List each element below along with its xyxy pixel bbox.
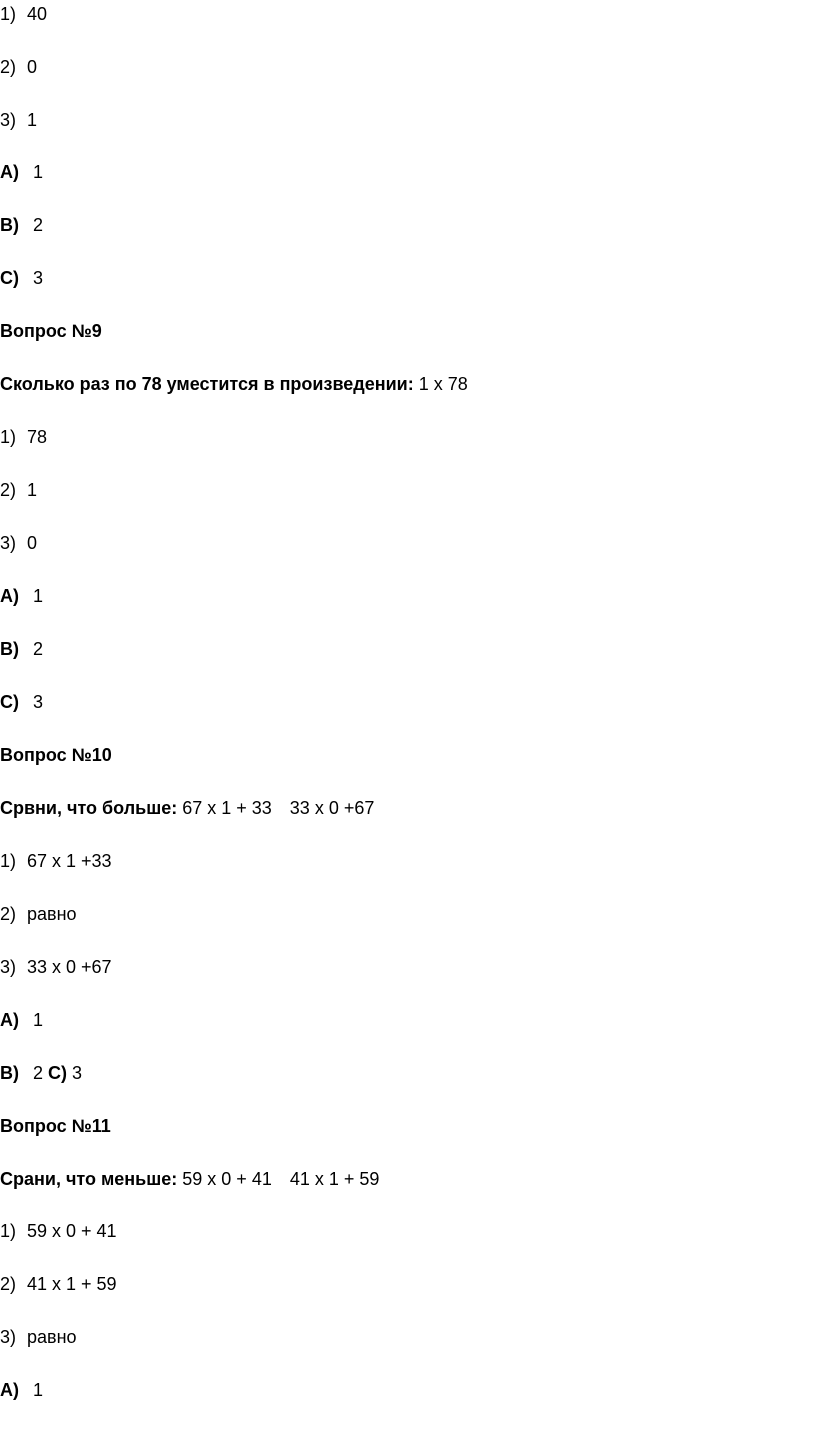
answer-value: 1 — [33, 1380, 44, 1400]
option-item — [0, 1324, 77, 1350]
option-item — [0, 54, 37, 80]
option-number: 2) — [0, 480, 17, 500]
option-number: 1) — [0, 1221, 17, 1241]
answer-item — [0, 1060, 82, 1086]
answer-item — [0, 212, 43, 238]
option-number: 1) — [0, 427, 17, 447]
question-prompt — [0, 371, 468, 397]
answer-value: 1 — [33, 1010, 44, 1030]
option-text: 40 — [27, 4, 48, 24]
answer-value: 2 — [33, 639, 44, 659]
question-prompt-bold: Срвни, что больше: — [0, 798, 178, 818]
option-text: 0 — [27, 533, 38, 553]
option-item — [0, 1218, 117, 1244]
option-number: 1) — [0, 4, 17, 24]
option-item — [0, 1, 47, 27]
answer-letter: B) — [0, 1063, 19, 1083]
answer-value: 3 — [72, 1063, 83, 1083]
answer-letter: B) — [0, 639, 19, 659]
answer-item — [0, 1007, 43, 1033]
option-item — [0, 1271, 117, 1297]
answer-item — [0, 689, 43, 715]
option-text: 1 — [27, 480, 38, 500]
answer-item — [0, 583, 43, 609]
option-text: равно — [27, 1327, 77, 1347]
question-prompt — [0, 1166, 379, 1192]
question-expression: 1 x 78 — [418, 374, 468, 394]
answer-item — [0, 1377, 43, 1403]
answer-letter: C) — [0, 692, 19, 712]
question-title: Вопрос №11 — [0, 1116, 111, 1136]
option-item — [0, 477, 37, 503]
answer-letter: A) — [0, 162, 19, 182]
option-text: 41 x 1 + 59 — [27, 1274, 117, 1294]
option-number: 2) — [0, 57, 17, 77]
question-expression: 33 x 0 +67 — [289, 798, 375, 818]
answer-value: 1 — [33, 586, 44, 606]
option-number: 2) — [0, 1274, 17, 1294]
option-item — [0, 424, 47, 450]
option-item — [0, 848, 112, 874]
question-expression: 59 x 0 + 41 — [182, 1169, 272, 1189]
answer-item — [0, 265, 43, 291]
answer-item — [0, 636, 43, 662]
answer-letter: B) — [0, 215, 19, 235]
answer-value: 3 — [33, 692, 44, 712]
option-number: 3) — [0, 1327, 17, 1347]
option-item — [0, 901, 77, 927]
answer-item — [0, 159, 43, 185]
answer-value: 1 — [33, 162, 44, 182]
answer-letter: A) — [0, 586, 19, 606]
option-text: 0 — [27, 57, 38, 77]
option-text: 67 x 1 +33 — [27, 851, 112, 871]
option-text: 1 — [27, 110, 38, 130]
option-item — [0, 954, 112, 980]
option-number: 3) — [0, 957, 17, 977]
question-prompt — [0, 795, 374, 821]
option-text: 33 x 0 +67 — [27, 957, 112, 977]
option-item — [0, 530, 37, 556]
question-title: Вопрос №10 — [0, 745, 112, 765]
option-number: 2) — [0, 904, 17, 924]
answer-letter: A) — [0, 1380, 19, 1400]
option-item — [0, 107, 37, 133]
option-number: 3) — [0, 533, 17, 553]
question-prompt-bold: Срани, что меньше: — [0, 1169, 178, 1189]
option-text: равно — [27, 904, 77, 924]
answer-value: 3 — [33, 268, 44, 288]
answer-value: 2 — [33, 215, 44, 235]
question-title: Вопрос №9 — [0, 321, 102, 341]
option-text: 78 — [27, 427, 48, 447]
question-expression: 67 x 1 + 33 — [182, 798, 272, 818]
option-number: 1) — [0, 851, 17, 871]
option-number: 3) — [0, 110, 17, 130]
answer-letter: A) — [0, 1010, 19, 1030]
option-text: 59 x 0 + 41 — [27, 1221, 117, 1241]
question-expression: 41 x 1 + 59 — [289, 1169, 380, 1189]
answer-value: 2 — [33, 1063, 44, 1083]
answer-letter: C) — [48, 1063, 68, 1083]
answer-letter: C) — [0, 268, 19, 288]
question-prompt-bold: Сколько раз по 78 уместится в произведении: — [0, 374, 414, 394]
